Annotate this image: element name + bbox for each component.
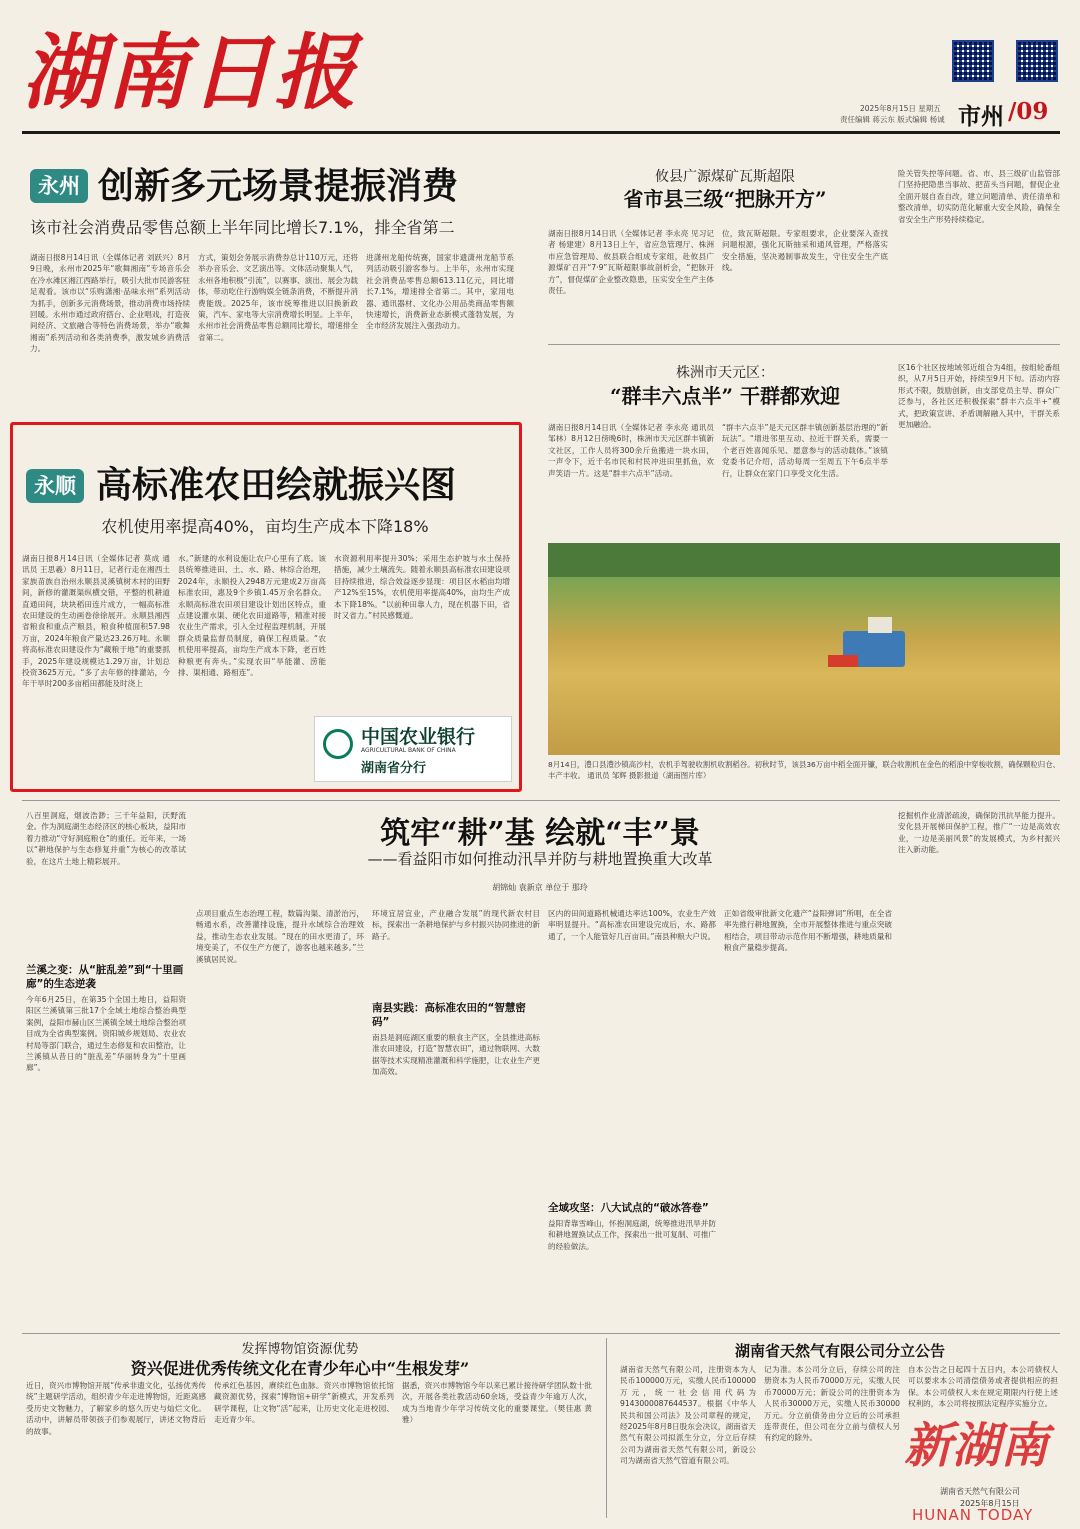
story6-col3: 据悉，资兴市博物馆今年以来已累计接待研学团队数十批次，开展各类社教活动60余场，受益青少年逾万人次，成为当地青少年学习传统文化的重要课堂。（樊佳惠 黄雅） (402, 1381, 592, 1425)
story5-sub1: 兰溪之变：从“脏乱差”到“十里画廊”的生态逆袭 (26, 964, 184, 990)
abc-ad-title: 中国农业银行 (361, 726, 476, 748)
story1-tag: 永州 (30, 169, 88, 203)
qr-code-2[interactable] (1016, 40, 1058, 82)
qr-code-1[interactable] (952, 40, 994, 82)
harvest-photo[interactable] (548, 543, 1060, 755)
story2-col3: 险关管失控等问题。省、市、县三级矿山监管部门坚持把隐患当事故、把苗头当问题，督促企业全面开展自查自改，建立问题清单、责任清单和整改清单，切实防范化解重大安全风险，确保全省安全生产形势持续稳定。 (898, 169, 1060, 224)
story1-headline: 创新多元场景提振消费 (98, 165, 459, 207)
story5-byline: 胡锦灿 袁新京 单位于 那玲 (492, 883, 588, 892)
story5-col4-text2: 益阳背靠雪峰山，怀抱洞庭湖，统筹推进汛旱并防和耕地置换试点工作，探索出一批可复制、可推广的经验做法。 (548, 1219, 716, 1251)
story5-col2: 点项目重点生态治理工程，数篇沟渠、清淤治污，畅通水系，改善灌排设施，提升水域综合治理效益，推动生态农业发展。“现在的田水更清了，环境变美了，不仅生产方便了，游客也越来越多。”兰溪镇居民说。 (196, 909, 364, 964)
harvester-header-icon (828, 655, 858, 667)
page-number: /09 (1008, 98, 1049, 125)
story4-col1: 湖南日报8月14日讯（全媒体记者 莫成 通讯员 王思羲）8月11日，记者行走在湘西土家族苗族自治州永顺县灵溪镇树木村的田野间，新修的灌溉渠纵横交错，平整的机耕道直通田间，块块稻田连片成方，一幅高标准农田建设的生动画卷徐徐展开。永顺县湘西省粮食和重点产粮县，粮食种植面积57.98万亩，2024年粮食产量达23.26万吨。永顺将高标准农田建设作为“藏粮于地”的重要抓手，2025年建设规模达1.29万亩，计划总投资3625万元。“多了去年修的排灌站，今年干旱时200多亩稻田都能及时浇上 (22, 554, 170, 689)
notice-headline: 湖南省天然气有限公司分立公告 (734, 1342, 945, 1360)
story3-col1: 湖南日报8月14日讯（全媒体记者 李永亮 通讯员 邹林）8月12日傍晚6时，株洲市天元区群丰镇新文社区，工作人员将300余斤鱼搬进一块水田，一声令下，近千名市民和村民冲进田里抓鱼，欢声笑语一片。这是“群丰六点半”活动。 (548, 423, 714, 478)
divider-story2 (548, 344, 1060, 345)
notice-signer: 湖南省天然气有限公司 (940, 1487, 1020, 1496)
story4-headline: 高标准农田绘就振兴图 (96, 464, 457, 506)
editors-line: 责任编辑 蒋云东 版式编辑 杨诚 (840, 115, 945, 124)
story1-col3: 进潇州龙船传统赛，国家非遗潇州龙船节系列活动吸引游客参与。上半年，永州市实现社会消费品零售总额613.11亿元，同比增长7.1%，增速排全省第二。其中，家用电器、通讯器材、文化办公用品类商品零售额快速增长，消费新业态新模式蓬勃发展，为全市经济发展注入强劲动力。 (366, 253, 514, 331)
story3-kicker: 株洲市天元区： (676, 365, 774, 381)
story5-col3-text: 环境宜居宜业，产业融合发展”的现代新农村目标，探索出一条耕地保护与乡村振兴协同推进的新路子。 (372, 909, 540, 941)
story6-col1: 近日，资兴市博物馆开展“传承非遗文化，弘扬优秀传统”主题研学活动，组织青少年走进博物馆，近距离感受历史文物魅力，了解家乡的悠久历史与灿烂文化。活动中，讲解员带领孩子们参观展厅，讲述文物背后的故事。 (26, 1381, 206, 1436)
notice-divider (606, 1338, 607, 1518)
notice-date: 2025年8月15日 (960, 1499, 1020, 1508)
photo-tree-line (548, 543, 1060, 577)
story4-subhead: 农机使用率提高40%，亩均生产成本下降18% (101, 517, 429, 536)
story5-left-text2: 今年6月25日，在第35个全国土地日，益阳资阳区兰溪镇第三批17个全域土地综合整治典型案例，益阳市赫山区兰溪镇全域土地综合整治项目成为全省典型案例。资阳城乡规划局、农业农村局等部门联合，通过生态修复和农田整治，让兰溪镇从昔日的“脏乱差”华丽转身为“十里画廊”。 (26, 995, 186, 1073)
story3-col3: 区16个社区按地域邻近组合为4组，按组轮番组织，从7月5日开始，持续至9月下旬。活动内容形式不限，鼓励创新，由支部党员主导、群众广泛参与，各社区还积极探索“群丰六点半+”模式，把政策宣讲、矛盾调解融入其中，干群关系更加融洽。 (898, 363, 1060, 430)
story1-col2: 方式，策划会务展示消费券总计110万元，还将举办音乐会、文艺演出等。文体活动聚集人气，永州各地积极“引流”，以赛事、演出、展会为载体，带动吃住行游购娱全链条消费，不断提升消费能级。2025年，该市统筹推进以旧换新政策，汽车、家电等大宗消费增长明显。上半年，永州市社会消费品零售总额同比增长，增速排全省第二。 (198, 253, 358, 342)
story5-sub3: 全域攻坚：八大试点的“破冰答卷” (548, 1202, 709, 1214)
notice-col2: 记为准。本公司分立后，存续公司的注册资本为人民币70000万元，实缴人民币70000万元；新设公司的注册资本为人民币30000万元，实缴人民币30000万元。分立前债务由分立后的公司承担连带责任，但公司在分立前与债权人另有约定的除外。 (764, 1365, 900, 1443)
abc-logo-icon (323, 729, 353, 759)
story4-col3: 水资源利用率提升30%；采用生态护坡与水土保持措施，减少土壤流失。随着永顺县高标准农田建设项目持续推进，综合效益逐步显现：项目区水稻亩均增产12%至15%，农机使用率提高40%，亩均生产成本下降18%。“以前种田靠人力，现在机器下田，省时又省力。”村民感慨道。 (334, 554, 510, 621)
divider-story5 (22, 800, 1060, 801)
story6-kicker: 发挥博物馆资源优势 (241, 1342, 359, 1357)
story2-kicker: 攸县广源煤矿瓦斯超限 (655, 169, 795, 185)
abc-ad-branch: 湖南省分行 (361, 761, 427, 776)
page-number-value: 09 (1016, 98, 1049, 125)
story5-col6: 挖掘机作业清淤疏浚，确保防汛抗旱能力提升。安化县开展梯田保护工程，推广“一边是高效农业，一边是美丽风景”的发展模式，为乡村振兴注入新动能。 (898, 811, 1060, 855)
story5-col5: 正如省级审批新文化遗产“益阳弹词”所唱，在全省率先推行耕地置换，全市开展整体推进与重点突破相结合，项目带动示范作用不断增强，耕地质量和粮食产量稳步提高。 (724, 909, 892, 953)
story4-tag: 永顺 (26, 469, 84, 503)
story5-col3-text2: 南县是洞庭湖区重要的粮食主产区，全县推进高标准农田建设，打造“智慧农田”，通过物联网、大数据等技术实现精准灌溉和科学施肥，让农业生产更加高效。 (372, 1033, 540, 1077)
photo-caption: 8月14日，澧口县澧沙镇高沙村，农机手驾驶收割机收割稻谷。初秋时节，该县36万亩中稻全面开镰，联合收割机在金色的稻浪中穿梭收割，确保颗粒归仓、丰产丰收。 通讯员 邹辉 摄影报道（湖南图片库） (548, 760, 1060, 781)
story6-headline: 资兴促进优秀传统文化在青少年心中“生根发芽” (130, 1359, 470, 1378)
watermark-en: HUNAN TODAY (912, 1506, 1034, 1524)
story5-col4 (548, 908, 716, 1322)
notice-col1: 湖南省天然气有限公司，注册资本为人民币100000万元，实缴人民币100000万元，统一社会信用代码为9143000087644537。根据《中华人民共和国公司法》及公司章程的规定，经2025年8月8日股东会决议，湖南省天然气有限公司拟派生分立，分立后存续公司为湖南省天然气有限公司，新设公司为湖南省天然气管道有限公司。 (620, 1365, 756, 1466)
story4-col2: 水。”新建的水利设施让农户心里有了底。该县统筹推进田、土、水、路、林综合治理，2024年，永顺投入2948万元建成2万亩高标准农田，惠及9个乡镇1.45万余名群众。永顺高标准农田项目建设计划出区特点，重点建设灌水渠、硬化农田道路等，精准对接农业生产需求，引入全过程监理机制，开展群众质量监督员制度，确保工程质量。“农机使用率提高，亩均生产成本下降，老百姓种粮更有奔头。”实现农田“旱能灌、涝能排、渠相通、路相连”。 (178, 554, 326, 678)
story5-left-column (26, 810, 186, 1322)
story5-sub2: 南县实践：高标准农田的“智慧密码” (372, 1002, 526, 1028)
story2-headline: 省市县三级“把脉开方” (623, 187, 827, 211)
masthead-rule (22, 131, 1060, 134)
story3-headline: “群丰六点半” 干群都欢迎 (610, 384, 840, 408)
story5-headline: 筑牢“耕”基 绘就“丰”景 (380, 816, 700, 851)
story5-col4-text: 区内的田间道路机械通达率达100%，农业生产效率明显提升。“高标准农田建设完成后，水、路都通了，一个人能管好几百亩田。”南县种粮大户说。 (548, 909, 716, 941)
story5-col3 (372, 908, 540, 1322)
story2-col1: 湖南日报8月14日讯（全媒体记者 李永亮 见习记者 杨建建）8月13日上午，省应急管理厅、株洲市应急管理局、攸县联合组成专家组，赴攸县广源煤矿召开“7·9”瓦斯超限事故剖析会，“把脉开方”，督促煤矿企业整改隐患，压实安全生产主体责任。 (548, 229, 714, 296)
abc-ad-en: AGRICULTURAL BANK OF CHINA (361, 747, 456, 754)
watermark-logo: 新湖南 (904, 1418, 1049, 1474)
abc-bank-ad[interactable] (314, 716, 512, 782)
story2-col2: 位，致瓦斯超限。专家组要求，企业要深入查找问题根源，强化瓦斯抽采和通风管理，严格落实安全措施，坚决遏制事故发生，守住安全生产底线。 (722, 229, 888, 273)
story6-col2: 传承红色基因，赓续红色血脉。资兴市博物馆依托馆藏资源优势，探索“博物馆+研学”新模式，开发系列研学课程，让文物“活”起来，让历史文化走进校园、走近青少年。 (214, 1381, 394, 1425)
story1-subhead: 该市社会消费品零售总额上半年同比增长7.1%，排全省第二 (30, 218, 455, 237)
section-name: 市州 (958, 103, 1004, 130)
harvester-cab-icon (868, 617, 892, 633)
story3-col2: “群丰六点半”是天元区群丰镇创新基层治理的“新玩法”。“增进邻里互动、拉近干群关系，需要一个老百姓喜闻乐见、愿意参与的活动载体。”该镇党委书记介绍，活动每周一至周五下午6点半举行，让群众在家门口享受文化生活。 (722, 423, 888, 478)
story1-col1: 湖南日报8月14日讯（全媒体记者 刘跃兴）8月9日晚，永州市2025年“歌舞湘南”专场音乐会在冷水滩区湘江西路举行，吸引大批市民游客驻足观看。该市以“乐购潇湘·品味永州”系列活动为抓手，创新多元消费场景，推动消费市场持续回暖。永州市通过政府搭台、企业唱戏，打造夜间经济、文旅融合等特色消费场景，举办“歌舞湘南”系列活动和各类消费季，激发城乡消费活力。 (30, 253, 190, 354)
date-line: 2025年8月15日 星期五 (860, 104, 941, 113)
story5-subhead: ——看益阳市如何推动汛旱并防与耕地置换重大改革 (367, 850, 713, 868)
masthead-title: 湖南日报 (22, 25, 358, 121)
story5-left-text: 八百里洞庭，烟波浩渺；三千年益阳，沃野流金。作为洞庭湖生态经济区的核心板块，益阳市着力推动“守好洞庭粮仓”的重任。近年来，一场以“耕地保护与生态修复并重”为核心的改革试验，在这片土地上精彩展开。 (26, 811, 186, 866)
divider-story6 (22, 1333, 1060, 1334)
notice-col3: 自本公告之日起四十五日内，本公司债权人可以要求本公司清偿债务或者提供相应的担保。本公司债权人未在规定期限内行使上述权利的，本公司将按照法定程序实施分立。 (908, 1365, 1058, 1409)
